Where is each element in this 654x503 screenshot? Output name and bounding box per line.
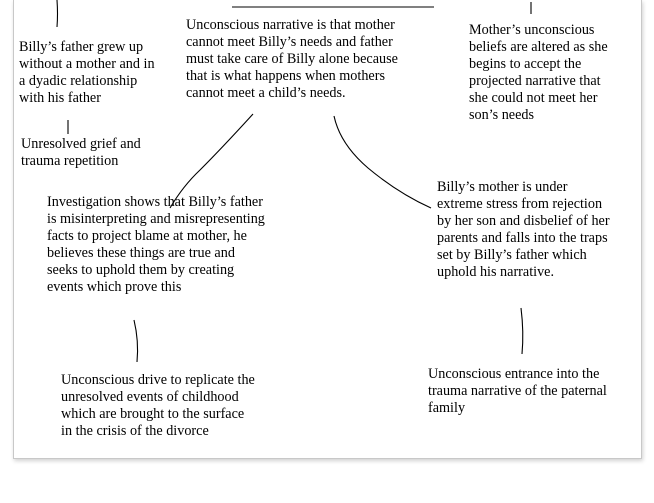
connector-father-top <box>57 0 58 27</box>
node-investigation: Investigation shows that Billy’s father is misinterpreting and misrepresenting facts to project blame at mother, he believes these things are true and seeks to uphold them by creating events which prove this <box>47 194 265 295</box>
connector-narrative-mother-stress <box>334 116 431 208</box>
node-unconscious-drive: Unconscious drive to replicate the unresolved events of childhood which are brought to the surface in the crisis of the divorce <box>61 372 255 439</box>
node-unconscious-narrative: Unconscious narrative is that mother cannot meet Billy’s needs and father must take care of Billy alone because that is what happens when mothers cannot meet a child’s needs. <box>186 17 398 101</box>
connector-stress-entrance <box>521 308 523 354</box>
node-mother-stress: Billy’s mother is under extreme stress from rejection by her son and disbelief of her parents and falls into the traps set by Billy’s father which uphold his narrative. <box>437 179 610 280</box>
node-mother-beliefs: Mother’s unconscious beliefs are altered as she begins to accept the projected narrative that she could not meet her son’s needs <box>469 22 608 123</box>
node-unresolved-grief: Unresolved grief and trauma repetition <box>21 136 141 169</box>
connector-investigation-drive <box>134 320 138 362</box>
node-trauma-entrance: Unconscious entrance into the trauma narrative of the paternal family <box>428 366 607 416</box>
node-father-background: Billy’s father grew up without a mother and in a dyadic relationship with his father <box>19 39 155 106</box>
